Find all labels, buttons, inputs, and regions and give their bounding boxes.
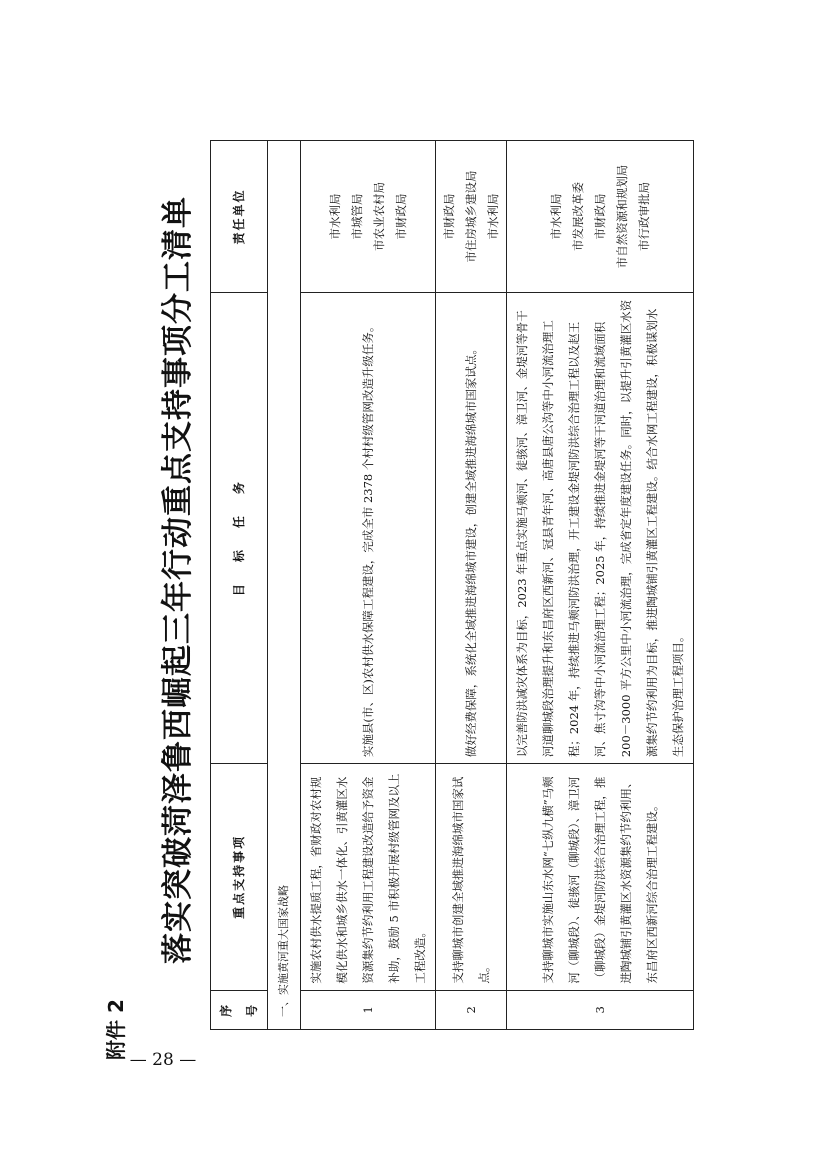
unit-name: 市财政局 xyxy=(593,193,607,240)
unit-name: 市城管局 xyxy=(350,193,364,240)
row-task: 做好经费保障，系统化全域推进海绵城市建设，创建全域推进海绵城市国家试点。 xyxy=(436,293,507,764)
unit-name: 市行政审批局 xyxy=(637,182,651,252)
section-row xyxy=(268,141,301,1030)
header-item: 重点支持事项 xyxy=(211,764,268,991)
task-table xyxy=(210,140,694,1030)
header-units: 责任单位 xyxy=(211,141,268,293)
unit-name: 市自然资源和规划局 xyxy=(615,164,629,269)
table-row xyxy=(507,141,694,1030)
unit-name: 市住房城乡建设局 xyxy=(464,170,478,263)
table-row xyxy=(301,141,436,1030)
unit-name: 市财政局 xyxy=(442,193,456,240)
row-seq: 2 xyxy=(436,990,507,1029)
row-item: 支持聊城市实施山东水网“七纵九横”马颊河（聊城段）、徒骇河（聊城段）、漳卫河（聊城段）金堤河防洪综合治理工程，推进陶城铺引黄灌区水资源集约节约利用、东昌府区西新河综合治理工程建设。 xyxy=(507,764,694,991)
rotated-page-content xyxy=(100,100,720,1060)
row-seq: 3 xyxy=(507,990,694,1029)
row-units xyxy=(436,141,507,293)
row-item: 支持聊城市创建全域推进海绵城市国家试点。 xyxy=(436,764,507,991)
unit-name: 市水利局 xyxy=(486,193,500,240)
row-units xyxy=(301,141,436,293)
table-row xyxy=(436,141,507,1030)
table-header-row xyxy=(211,141,268,1030)
section-title: 一、实施黄河重大国家战略 xyxy=(268,141,301,1030)
unit-name: 市农业农村局 xyxy=(372,182,386,252)
unit-name: 市水利局 xyxy=(328,193,342,240)
page-number: — 28 — xyxy=(129,1050,197,1070)
unit-name: 市发展改革委 xyxy=(571,182,585,252)
unit-name: 市财政局 xyxy=(394,193,408,240)
row-units xyxy=(507,141,694,293)
row-seq: 1 xyxy=(301,990,436,1029)
unit-name: 市水利局 xyxy=(549,193,563,240)
header-seq: 序号 xyxy=(211,990,268,1029)
row-task: 实施县(市、区)农村供水保障工程建设，完成全市 2378 个村村级管网改造升级任务。 xyxy=(301,293,436,764)
document-title: 落实突破菏泽鲁西崛起三年行动重点支持事项分工清单 xyxy=(160,196,196,964)
row-item: 实施农村供水提质工程，省财政对农村规模化供水和城乡供水一体化、引黄灌区水资源集约节约利用工程建设改造给予资金补助，鼓励 5 市积极开展村级管网及以上工程改造。 xyxy=(301,764,436,991)
row-task: 以完善防洪减灾体系为目标，2023 年重点实施马颊河、徒骇河、漳卫河、金堤河等骨干河道聊城段治理提升和东昌府区西新河、冠县青年河、高唐县唐公沟等中小河流治理工程；2024 年，持续推进马颊河防洪治理，开工建设金堤河防洪综合治理工程以及赵王河、焦寸沟等中小河流治理工程；2025 年，持续推进金堤河等干河道治理和流域面积 200－3000 平方公里中小河流治理，完成省定年度建设任务。同时，以提升引黄灌区水资源集约节约利用为目标，推进陶城铺引黄灌区工程建设。结合水网工程建设，积极谋划水生态保护治理工程项目。 xyxy=(507,293,694,764)
annex-label: 附件 2 xyxy=(104,999,128,1060)
header-task: 目标任务 xyxy=(211,293,268,764)
